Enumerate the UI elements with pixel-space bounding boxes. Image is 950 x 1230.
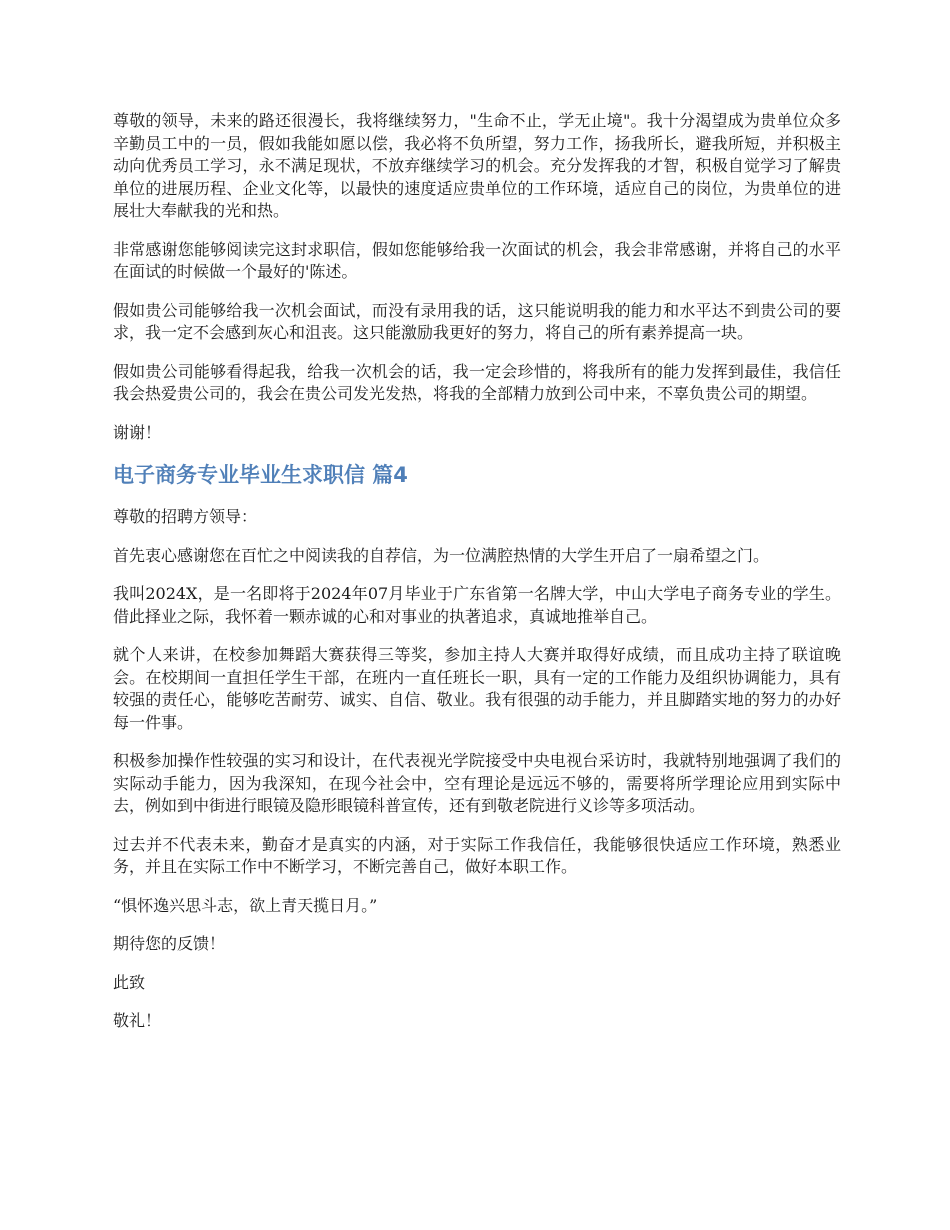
paragraph: 假如贵公司能够给我一次机会面试，而没有录用我的话，这只能说明我的能力和水平达不到贵公司的要求，我一定不会感到灰心和沮丧。这只能激励我更好的努力，将自己的所有素养提高一块。	[113, 300, 841, 342]
closing-line: 此致	[113, 972, 146, 992]
section-heading: 电子商务专业毕业生求职信 篇4	[113, 463, 408, 487]
closing-thanks: 谢谢！	[113, 422, 162, 442]
paragraph: 尊敬的领导，未来的路还很漫长，我将继续努力，"生命不止，学无止境"。我十分渴望成为贵单位众多辛勤员工中的一员，假如我能如愿以偿，我必将不负所望，努力工作，扬我所长，避我所短，并积极主动向优秀员工学习，永不满足现状，不放弃继续学习的机会。充分发挥我的才智，积极自觉学习了解贵单位的进展历程、企业文化等，以最快的速度适应贵单位的工作环境，适应自己的岗位，为贵单位的进展壮大奉献我的光和热。	[113, 111, 841, 220]
quote: “惧怀逸兴思斗志，欲上青天揽日月。”	[113, 895, 378, 915]
paragraph: 就个人来讲，在校参加舞蹈大赛获得三等奖，参加主持人大赛并取得好成绩，而且成功主持了联谊晚会。在校期间一直担任学生干部，在班内一直任班长一职，具有一定的工作能力及组织协调能力，具有较强的责任心，能够吃苦耐劳、诚实、自信、敬业。我有很强的动手能力，并且脚踏实地的努力的办好每一件事。	[113, 645, 841, 732]
paragraph: 非常感谢您能够阅读完这封求职信，假如您能够给我一次面试的机会，我会非常感谢，并将自己的水平在面试的时候做一个最好的'陈述。	[113, 239, 841, 281]
document-page	[113, 110, 841, 1049]
paragraph: 过去并不代表未来，勤奋才是真实的内涵，对于实际工作我信任，我能够很快适应工作环境，熟悉业务，并且在实际工作中不断学习，不断完善自己，做好本职工作。	[113, 834, 841, 876]
paragraph: 假如贵公司能够看得起我，给我一次机会的话，我一定会珍惜的，将我所有的能力发挥到最佳，我信任我会热爱贵公司的，我会在贵公司发光发热，将我的全部精力放到公司中来，不辜负贵公司的期望。	[113, 361, 841, 403]
paragraph: 我叫2024X，是一名即将于2024年07月毕业于广东省第一名牌大学，中山大学电子商务专业的学生。借此择业之际，我怀着一颗赤诚的心和对事业的执著追求，真诚地推举自己。	[113, 584, 841, 626]
paragraph: 积极参加操作性较强的实习和设计，在代表视光学院接受中央电视台采访时，我就特别地强调了我们的实际动手能力，因为我深知，在现今社会中，空有理论是远远不够的，需要将所学理论应用到实际中去，例如到中街进行眼镜及隐形眼镜科普宣传，还有到敬老院进行义诊等多项活动。	[113, 751, 841, 815]
closing-line: 敬礼！	[113, 1011, 162, 1030]
closing-line: 期待您的反馈！	[113, 934, 226, 953]
paragraph: 首先衷心感谢您在百忙之中阅读我的自荐信，为一位满腔热情的大学生开启了一扇希望之门。	[113, 545, 770, 565]
salutation: 尊敬的招聘方领导：	[113, 507, 258, 526]
